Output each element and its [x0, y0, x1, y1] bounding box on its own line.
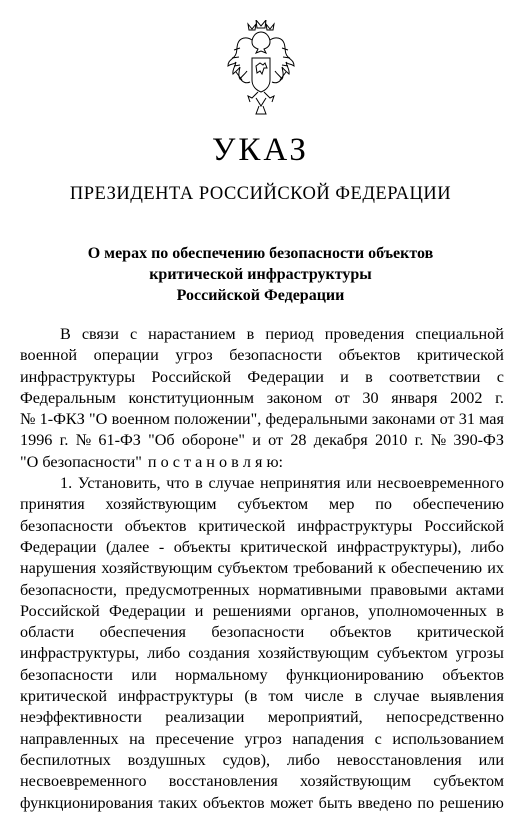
word: соответствии — [389, 367, 481, 386]
word: безопасности — [20, 665, 113, 684]
word: от — [334, 388, 350, 407]
word: нападения — [292, 729, 365, 748]
word: хозяйствующим — [300, 772, 412, 791]
text-line — [20, 686, 504, 707]
word: законом — [266, 388, 323, 407]
word: нарушения — [20, 559, 97, 578]
word: критической — [20, 687, 108, 706]
word: обеспечения — [99, 623, 186, 642]
word: критической — [416, 346, 504, 365]
text-line — [20, 771, 504, 792]
word: их — [487, 559, 504, 578]
text-line — [20, 409, 504, 430]
word: требований — [293, 559, 373, 578]
text-line — [20, 665, 504, 686]
word: период — [265, 325, 314, 343]
word: несвоевременного — [20, 772, 147, 791]
word: 1. — [60, 474, 73, 493]
word: объектов — [202, 793, 265, 812]
word: что — [166, 474, 190, 493]
word: безопасности — [211, 623, 305, 642]
word: нормативными — [258, 580, 362, 599]
word: "Об — [148, 431, 175, 450]
word: актами — [455, 580, 504, 599]
word: объектов — [329, 623, 392, 642]
word: или — [131, 665, 157, 684]
text-line — [20, 516, 504, 537]
word: реализации — [165, 708, 245, 727]
text-line — [20, 558, 504, 579]
word: нарастанием — [148, 325, 236, 343]
word: функционированию — [286, 665, 424, 684]
word: выявления — [430, 687, 504, 706]
word: в — [195, 474, 203, 493]
word: в — [246, 325, 255, 343]
decree-body — [20, 324, 504, 814]
word: в — [496, 601, 504, 620]
word: объекты — [173, 537, 231, 556]
heading-line: критической инфраструктуры — [149, 266, 372, 283]
word: с — [374, 729, 382, 748]
text-line — [20, 345, 504, 366]
text-line — [20, 473, 504, 494]
word: января — [391, 388, 438, 407]
word: положении", — [174, 410, 262, 429]
word: и — [194, 601, 204, 620]
state-emblem-icon — [226, 20, 296, 120]
word: таких — [158, 793, 198, 812]
word: - — [158, 537, 165, 556]
word: хозяйствующим — [257, 644, 369, 663]
word: направленных — [20, 729, 119, 748]
word: несвоевременного — [377, 474, 504, 493]
text-line — [20, 707, 504, 728]
word: объектов — [442, 665, 504, 684]
word: "О — [89, 410, 108, 429]
word: Федеральным — [20, 388, 116, 407]
word: с — [129, 325, 138, 343]
word: субъектом — [433, 772, 504, 791]
decree-verb: п о с т а н о в л я ю: — [147, 452, 284, 471]
word: или — [478, 750, 504, 769]
text-line — [20, 601, 504, 622]
word: безопасности — [20, 516, 113, 535]
word: введено — [357, 793, 412, 812]
word: от — [268, 431, 284, 450]
word: 61-ФЗ — [98, 431, 141, 450]
word: операции — [93, 346, 159, 365]
word: непосредственно — [386, 708, 504, 727]
word: и — [340, 367, 349, 386]
word: числе — [304, 687, 344, 706]
text-line — [20, 367, 504, 388]
word: военной — [20, 346, 78, 365]
word: 28 — [290, 431, 307, 450]
word: объектов — [124, 516, 187, 535]
word: к — [378, 559, 386, 578]
preamble-closing-line — [20, 452, 504, 473]
word: на — [129, 729, 145, 748]
word: критической — [198, 516, 286, 535]
word: законами — [371, 410, 436, 429]
word: правовыми — [370, 580, 448, 599]
text-line — [20, 729, 504, 750]
paragraph-item-1 — [20, 473, 504, 814]
document-subtitle: ПРЕЗИДЕНТА РОССИЙСКОЙ ФЕДЕРАЦИИ — [69, 184, 452, 204]
word: мая — [479, 410, 504, 429]
word: неэффективности — [20, 708, 142, 727]
word: инфраструктуры — [297, 516, 413, 535]
word: обеспечению — [412, 495, 504, 514]
paragraph-preamble — [20, 324, 504, 452]
text-line — [20, 388, 504, 409]
word: г. — [495, 388, 504, 407]
text-line — [20, 750, 504, 771]
text-line — [20, 324, 504, 345]
word: том — [268, 687, 294, 706]
word: может — [270, 793, 314, 812]
word: в — [365, 367, 373, 386]
word: специальной — [415, 325, 504, 343]
word: инфраструктуры — [118, 687, 234, 706]
text-line — [20, 643, 504, 664]
word: № — [20, 410, 36, 429]
word: хозяйствующим — [101, 559, 213, 578]
word: по — [417, 793, 435, 812]
word: мероприятий, — [267, 708, 363, 727]
word: Федерации — [247, 367, 324, 386]
word: обороне" — [181, 431, 245, 450]
word: Федерации — [109, 601, 186, 620]
word: военном — [111, 410, 170, 429]
word: либо — [286, 750, 320, 769]
word: связи — [81, 325, 119, 343]
word: инфраструктуры, — [20, 644, 140, 663]
word: 31 — [458, 410, 475, 429]
word: безопасности — [229, 346, 323, 365]
word: 1996 — [20, 431, 53, 450]
text-line — [20, 494, 504, 515]
word: г. — [414, 431, 424, 450]
word: по — [375, 495, 393, 514]
word: субъектом — [237, 495, 309, 514]
word: или — [346, 474, 372, 493]
word: воздушных — [127, 750, 206, 769]
word: принятия — [20, 495, 85, 514]
text-line — [20, 580, 504, 601]
word: от — [439, 410, 455, 429]
word: 390-ФЗ — [453, 431, 504, 450]
word: пресечение — [155, 729, 234, 748]
word: и — [252, 431, 261, 450]
text-line — [20, 622, 504, 643]
word: Федерации — [20, 537, 97, 556]
word: Российской — [424, 516, 504, 535]
word: судов), — [222, 750, 271, 769]
word: (далее — [105, 537, 150, 556]
word: субъектом — [376, 644, 448, 663]
word: № — [75, 431, 92, 450]
word: использованием — [392, 729, 504, 748]
word: № — [430, 431, 447, 450]
word: безопасности, — [20, 580, 117, 599]
text-line — [20, 793, 504, 814]
heading-line: Российской Федерации — [176, 287, 345, 304]
word: хозяйствующим — [105, 495, 217, 514]
word: инфраструктуры), — [336, 537, 462, 556]
word: беспилотных — [20, 750, 111, 769]
word: конституционным — [128, 388, 255, 407]
text-line — [20, 537, 504, 558]
word: обеспечению — [391, 559, 483, 578]
word: функционирования — [20, 793, 154, 812]
decree-heading — [0, 243, 521, 306]
word: нормальному — [175, 665, 268, 684]
word: 30 — [362, 388, 379, 407]
word: органов, — [300, 601, 360, 620]
word: 2002 — [450, 388, 483, 407]
text-line — [20, 430, 504, 451]
word: угроз — [244, 729, 282, 748]
word: проведения — [324, 325, 405, 343]
word: либо — [470, 537, 504, 556]
word: решению — [439, 793, 504, 812]
word: с — [496, 367, 504, 386]
word: критической — [416, 623, 504, 642]
word: области — [20, 623, 75, 642]
word: либо — [147, 644, 181, 663]
word: в — [354, 687, 363, 706]
word: Установить, — [77, 474, 161, 493]
word: г. — [59, 431, 69, 450]
word: декабря — [313, 431, 368, 450]
word: (в — [244, 687, 258, 706]
heading-line: О мерах по обеспечению безопасности объектов — [87, 245, 434, 262]
word: случае — [373, 687, 420, 706]
word: инфраструктуры — [20, 367, 136, 386]
word: непринятия — [260, 474, 341, 493]
word: объектов — [338, 346, 401, 365]
word: случае — [208, 474, 255, 493]
word: восстановления — [168, 772, 278, 791]
word: быть — [318, 793, 353, 812]
word: создания — [188, 644, 250, 663]
word: Российской — [151, 367, 232, 386]
word: 2010 — [374, 431, 408, 450]
word: уполномоченных — [368, 601, 488, 620]
word: угрозы — [455, 644, 504, 663]
document-title: УКАЗ — [212, 132, 309, 168]
word: мер — [328, 495, 355, 514]
word: невосстановления — [336, 750, 462, 769]
word: решениями — [212, 601, 292, 620]
preamble-closing-prefix: "О безопасности" — [20, 452, 142, 471]
word: субъектом — [217, 559, 289, 578]
word: угроз — [175, 346, 213, 365]
word: 1-ФКЗ — [39, 410, 85, 429]
word: В — [60, 325, 71, 343]
word: предусмотренных — [125, 580, 250, 599]
word: Российской — [20, 601, 100, 620]
word: федеральными — [265, 410, 368, 429]
word: критической — [240, 537, 328, 556]
